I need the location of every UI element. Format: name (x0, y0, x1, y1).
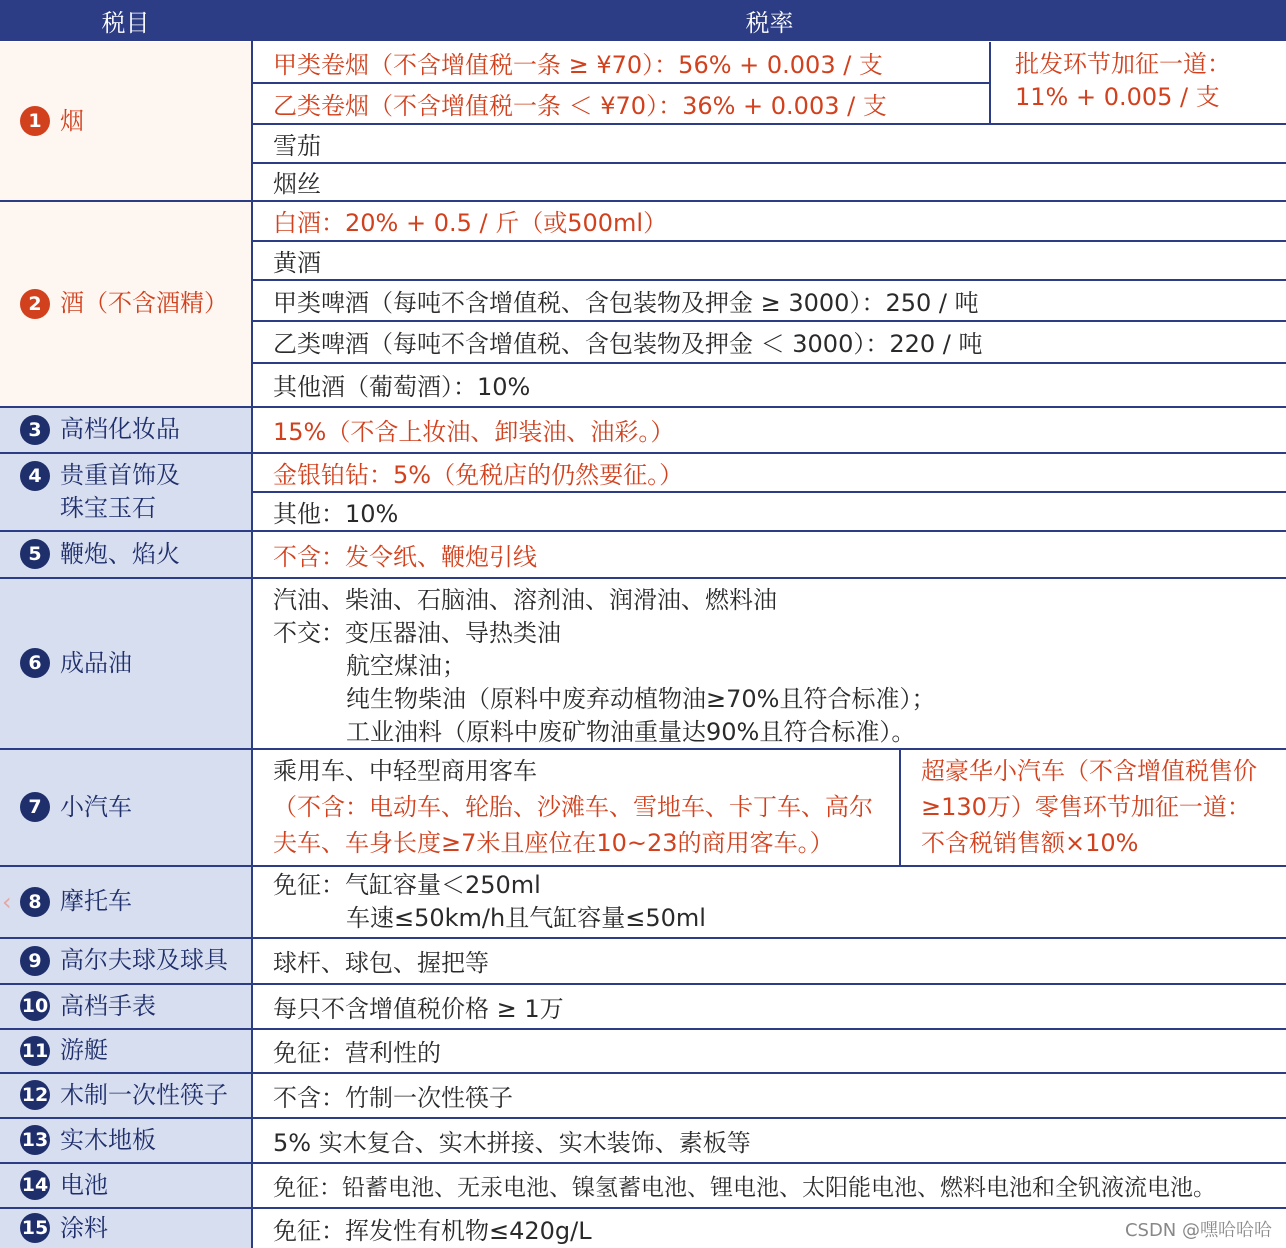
category-label: 游艇 (60, 1036, 108, 1064)
number-badge-icon: 12 (20, 1080, 50, 1110)
divider (253, 279, 1286, 281)
category-label: 贵重首饰及 (60, 461, 180, 489)
text-line: ≥130万）零售环节加征一道： (921, 793, 1251, 821)
number-badge-icon: 13 (20, 1125, 50, 1155)
divider (0, 865, 1286, 867)
rate-motorcycle (253, 869, 1286, 937)
divider (0, 1072, 1286, 1074)
divider (0, 530, 1286, 532)
category-yacht (0, 1029, 252, 1072)
number-badge-icon: 7 (20, 792, 50, 822)
divider (253, 240, 1286, 242)
divider (0, 452, 1286, 454)
divider (0, 577, 1286, 579)
text-line: 免征：气缸容量＜250ml (273, 871, 541, 899)
divider (989, 42, 991, 124)
header-col2: 税率 (253, 0, 1286, 41)
number-badge-icon: 8 (20, 887, 50, 917)
rate-floor: 5% 实木复合、实木拼接、实木装饰、素板等 (273, 1128, 751, 1157)
rate-oil (253, 584, 1286, 748)
divider (253, 123, 1286, 125)
category-tobacco (0, 42, 252, 200)
text-line: 11% + 0.005 / 支 (1015, 83, 1220, 111)
category-oil (0, 578, 252, 748)
divider (253, 320, 1286, 322)
number-badge-icon: 11 (20, 1036, 50, 1066)
text-line: 批发环节加征一道： (1015, 50, 1231, 78)
divider (0, 200, 1286, 202)
divider (0, 1028, 1286, 1030)
rate-cigar: 雪茄 (273, 131, 321, 160)
rate-cosmetics: 15%（不含上妆油、卸装油、油彩。） (273, 418, 675, 446)
rate-paint: 免征：挥发性有机物≤420g/L (273, 1216, 592, 1245)
text-line: 车速≤50km/h且气缸容量≤50ml (346, 904, 706, 932)
category-car (0, 749, 252, 865)
divider (899, 749, 901, 866)
divider (0, 1162, 1286, 1164)
text-line: 不含税销售额×10% (921, 829, 1139, 857)
category-label: 酒（不含酒精） (60, 289, 228, 317)
rate-golf: 球杆、球包、握把等 (273, 949, 489, 977)
category-label: 烟 (60, 106, 84, 135)
divider (253, 162, 1286, 164)
divider (0, 406, 1286, 408)
divider (253, 362, 1286, 364)
rate-jewelry-other: 其他：10% (273, 499, 399, 528)
category-battery (0, 1163, 252, 1207)
category-label: 电池 (60, 1170, 108, 1199)
divider (253, 491, 1286, 493)
category-label: 涂料 (60, 1213, 108, 1242)
divider (251, 0, 253, 1248)
rate-cut-tobacco: 烟丝 (273, 170, 321, 198)
rate-other-wine: 其他酒（葡萄酒）：10% (273, 373, 531, 401)
number-badge-icon: 4 (20, 461, 50, 491)
category-label: 珠宝玉石 (60, 494, 156, 522)
divider (0, 1117, 1286, 1119)
rate-chopsticks: 不含：竹制一次性筷子 (273, 1083, 513, 1112)
divider (0, 937, 1286, 939)
rate-jewelry-gold: 金银铂钻：5%（免税店的仍然要征。） (273, 460, 684, 489)
text-line: 航空煤油； (346, 652, 466, 680)
divider (253, 82, 989, 84)
rate-yacht: 免征：营利性的 (273, 1039, 441, 1067)
number-badge-icon: 10 (20, 991, 50, 1021)
number-badge-icon: 5 (20, 539, 50, 569)
number-badge-icon: 2 (20, 289, 50, 319)
category-jewelry (0, 453, 252, 530)
chevron-left-icon: ‹ (2, 888, 12, 916)
text-line: 纯生物柴油（原料中废弃动植物油≥70%且符合标准）； (346, 685, 936, 713)
rate-tobacco-b: 乙类卷烟（不含增值税一条 ＜ ¥70）：36% + 0.003 / 支 (273, 91, 887, 120)
rate-tobacco-wholesale (991, 48, 1286, 123)
text-line: （不含：电动车、轮胎、沙滩车、雪地车、卡丁车、高尔 (273, 793, 873, 821)
number-badge-icon: 9 (20, 946, 50, 976)
rate-tobacco-a: 甲类卷烟（不含增值税一条 ≥ ¥70）：56% + 0.003 / 支 (273, 50, 883, 79)
text-line: 超豪华小汽车（不含增值税售价 (921, 757, 1257, 785)
number-badge-icon: 6 (20, 648, 50, 678)
category-label: 摩托车 (60, 887, 132, 915)
rate-baijiu: 白酒：20% + 0.5 / 斤（或500ml） (273, 209, 668, 237)
category-fireworks (0, 531, 252, 577)
category-label: 小汽车 (60, 792, 132, 821)
text-line: 乘用车、中轻型商用客车 (273, 757, 537, 785)
rate-huangjiu: 黄酒 (273, 248, 321, 277)
rate-luxury-car (901, 753, 1286, 865)
category-label: 成品油 (60, 648, 132, 677)
category-label: 实木地板 (60, 1125, 156, 1154)
rate-car (253, 753, 899, 865)
category-cosmetics (0, 407, 252, 452)
text-line: 汽油、柴油、石脑油、溶剂油、润滑油、燃料油 (273, 586, 777, 614)
rate-beer-a: 甲类啤酒（每吨不含增值税、含包装物及押金 ≥ 3000）：250 / 吨 (273, 288, 979, 317)
category-paint (0, 1208, 252, 1248)
category-label: 高尔夫球及球具 (60, 946, 228, 974)
divider (0, 748, 1286, 750)
text-line: 夫车、车身长度≥7米且座位在10~23的商用客车。） (273, 829, 834, 857)
number-badge-icon: 14 (20, 1170, 50, 1200)
category-label: 高档化妆品 (60, 415, 180, 443)
category-label: 鞭炮、焰火 (60, 539, 180, 568)
header-col1: 税目 (0, 0, 251, 41)
number-badge-icon: 1 (20, 106, 50, 136)
number-badge-icon: 15 (20, 1213, 50, 1243)
category-chopsticks (0, 1073, 252, 1117)
category-watch (0, 984, 252, 1028)
text-line: 不交：变压器油、导热类油 (273, 619, 561, 647)
rate-battery: 免征：铅蓄电池、无汞电池、镍氢蓄电池、锂电池、太阳能电池、燃料电池和全钒液流电池。 (273, 1174, 1216, 1201)
number-badge-icon: 3 (20, 415, 50, 445)
category-motorcycle (0, 866, 252, 937)
rate-watch: 每只不含增值税价格 ≥ 1万 (273, 994, 564, 1023)
divider (0, 983, 1286, 985)
category-label: 高档手表 (60, 991, 156, 1020)
category-alcohol (0, 201, 252, 406)
divider (0, 1207, 1286, 1209)
watermark: CSDN @嘿哈哈哈 (1124, 1220, 1272, 1241)
category-floor (0, 1118, 252, 1162)
rate-fireworks: 不含：发令纸、鞭炮引线 (273, 542, 537, 571)
category-golf (0, 938, 252, 983)
category-label: 木制一次性筷子 (60, 1080, 228, 1109)
rate-beer-b: 乙类啤酒（每吨不含增值税、含包装物及押金 ＜ 3000）：220 / 吨 (273, 330, 983, 358)
text-line: 工业油料（原料中废矿物油重量达90%且符合标准）。 (346, 718, 916, 746)
